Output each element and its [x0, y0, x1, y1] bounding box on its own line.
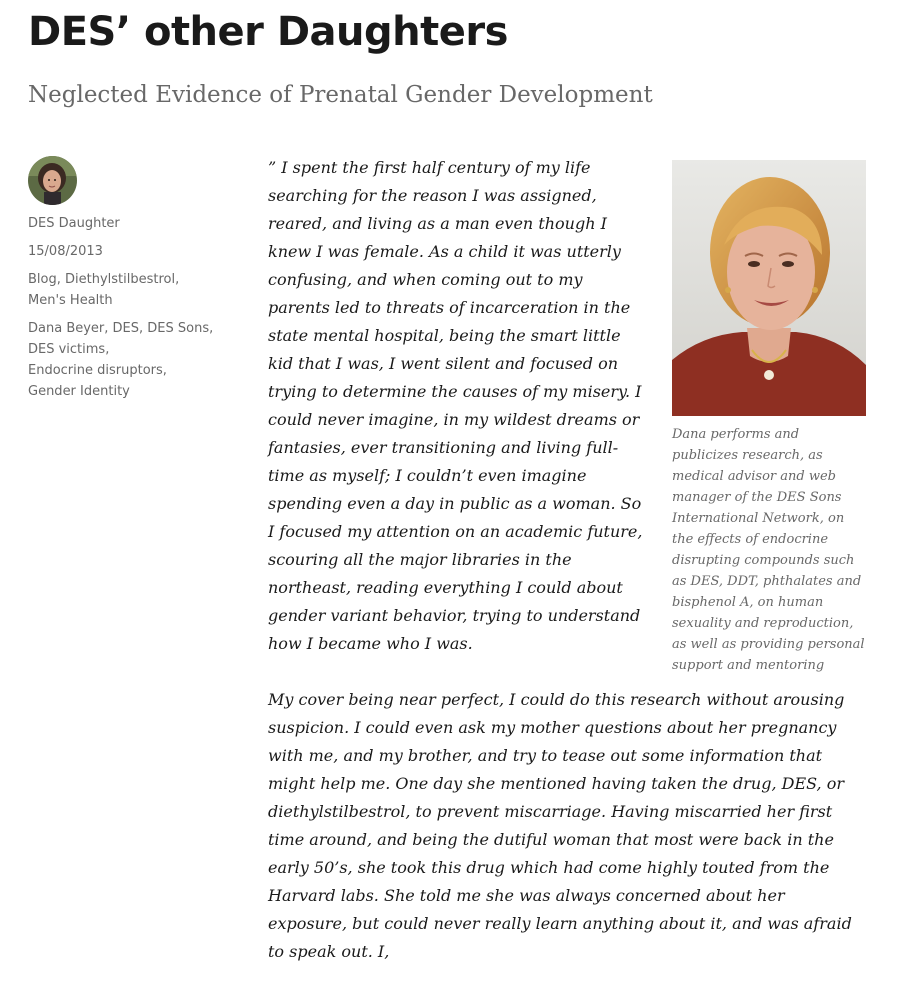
body-paragraph: My cover being near perfect, I could do this research without arousing suspicion. I could even ask my mother questions about her pregnancy with me, and my brother, and try to tease out some information that might help me. One day she mentioned having taken the drug, DES, or diethylstilbestrol, to prevent miscarriage. Having miscarried her first time around, and being the dutiful woman that most were back in the early 50’s, she took this drug which had come highly touted from the Harvard labs. She told me she was always concerned about her exposure, but could never really learn anything about it, and was afraid to speak out. I,	[268, 690, 852, 961]
avatar-image	[28, 156, 77, 205]
body-paragraph: ” I spent the first half century of my life searching for the reason I was assigned, reared, and living as a man even though I knew I was female. As a child it was utterly confusing, and when coming out to my parents led to threats of incarceration in the state mental hospital, being the smart little kid that I was, I went silent and focused on trying to determine the causes of my misery. I could never imagine, in my wildest dreams or fantasies, ever transitioning and living full-time as myself; I couldn’t even imagine spending even a day in public as a woman. So I focused my attention on an academic future, scouring all the major libraries in the northeast, reading everything I could about gender variant behavior, trying to understand how I became who I was.	[268, 158, 643, 653]
category-link[interactable]: Blog	[28, 272, 57, 287]
tag-link[interactable]: DES	[112, 321, 140, 336]
entry-meta	[28, 156, 218, 402]
post-date[interactable]: 15/08/2013	[28, 244, 103, 259]
tag-link[interactable]: Gender Identity	[28, 384, 130, 399]
category-link[interactable]: Men's Health	[28, 293, 113, 308]
figure	[672, 160, 866, 676]
tag-links: Dana Beyer, DES, DES Sons, DES victims, Endocrine disruptors, Gender Identity	[28, 321, 214, 399]
entry-content	[268, 154, 866, 994]
author-name[interactable]: DES Daughter	[28, 216, 120, 231]
figure-caption: Dana performs and publicizes research, as medical advisor and web manager of the DES Sons International Network, on the effects of endocrine disrupting compounds such as DES, DDT, phthalates and bisphenol A, on human sexuality and reproduction, as well as providing personal support and mentoring	[672, 427, 865, 673]
tag-link[interactable]: DES victims	[28, 342, 106, 357]
category-links: Blog, Diethylstilbestrol, Men's Health	[28, 272, 180, 308]
tag-link[interactable]: Dana Beyer	[28, 321, 105, 336]
portrait-photo	[672, 160, 866, 416]
author-avatar[interactable]	[28, 156, 77, 205]
post-subtitle: Neglected Evidence of Prenatal Gender Development	[28, 82, 653, 108]
post-title: DES’ other Daughters	[28, 9, 508, 55]
category-link[interactable]: Diethylstilbestrol	[65, 272, 176, 287]
tag-link[interactable]: Endocrine disruptors	[28, 363, 163, 378]
tag-link[interactable]: DES Sons	[147, 321, 210, 336]
